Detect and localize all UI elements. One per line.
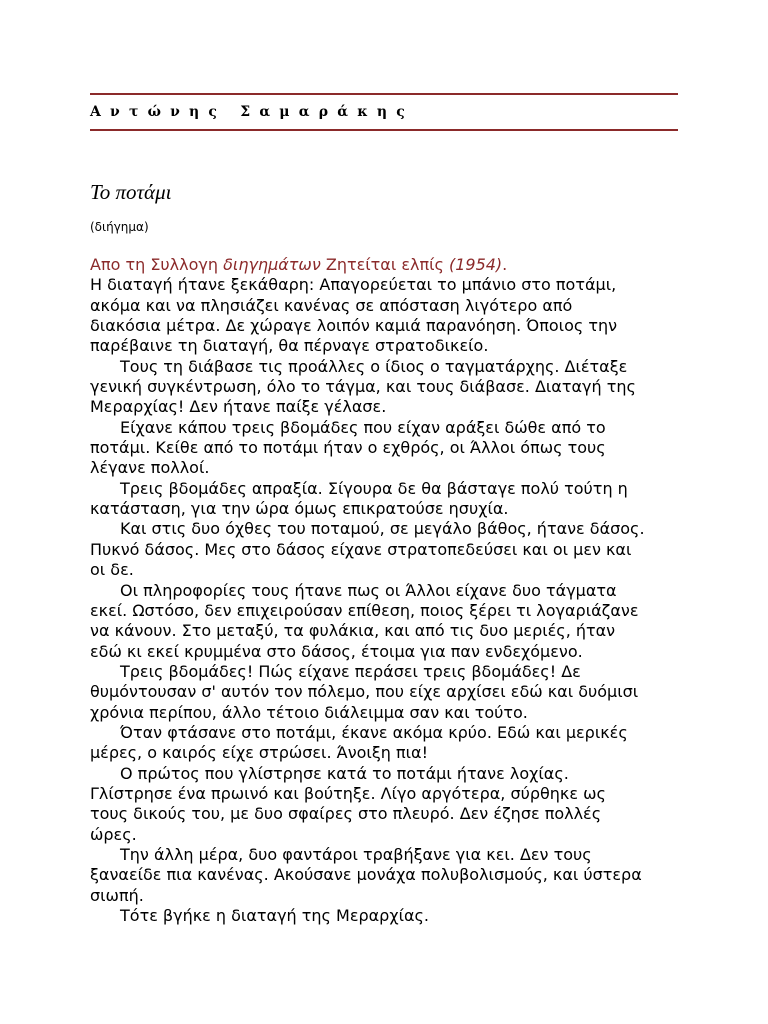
text-line: τους δικούς του, με δυο σφαίρες στο πλευρό. Δεν έζησε πολλές: [90, 804, 602, 824]
text-line: χρόνια περίπου, άλλο τέτοιο διάλειμμα σαν και τούτο.: [90, 702, 528, 722]
text-line: Τότε βγήκε η διαταγή της Μεραρχίας.: [120, 906, 430, 925]
text-line: εκεί. Ωστόσο, δεν επιχειρούσαν επίθεση, ποιος ξέρει τι λογαριάζανε: [90, 600, 639, 620]
story-genre: (διήγημα): [90, 220, 149, 234]
header-rule-bottom: [90, 129, 678, 131]
text-line: Η διαταγή ήτανε ξεκάθαρη: Απαγορεύεται το μπάνιο στο ποτάμι,: [90, 275, 617, 295]
source-italic-collection: διηγημάτων: [223, 255, 321, 274]
text-line: ποτάμι. Κείθε από το ποτάμι ήταν ο εχθρός, οι Άλλοι όπως τους: [90, 438, 606, 458]
text-line: κατάσταση, για την ώρα όμως επικρατούσε ησυχία.: [90, 499, 509, 519]
source-line: [90, 255, 680, 275]
source-italic-year: (1954): [448, 255, 503, 274]
text-line: Την άλλη μέρα, δυο φαντάροι τραβήξανε για κει. Δεν τους: [120, 844, 592, 864]
text-line: οι δε.: [90, 560, 134, 580]
story-lines: [90, 275, 680, 926]
text-line: Τρεις βδομάδες! Πώς είχανε περάσει τρεις βδομάδες! Δε: [120, 661, 581, 681]
text-line: γενική συγκέντρωση, όλο το τάγμα, και τους διάβασε. Διαταγή της: [90, 377, 636, 397]
text-line: Γλίστρησε ένα πρωινό και βούτηξε. Λίγο αργότερα, σύρθηκε ως: [90, 783, 606, 803]
text-line: Τους τη διάβασε τις προάλλες ο ίδιος ο ταγματάρχης. Διέταξε: [120, 356, 628, 376]
source-prefix: Απο τη Συλλογη: [90, 255, 224, 274]
text-line: Πυκνό δάσος. Μες στο δάσος είχανε στρατοπεδεύσει και οι μεν και: [90, 539, 632, 559]
text-line: λέγανε πολλοί.: [90, 458, 210, 478]
source-suffix: .: [502, 255, 508, 274]
text-line: ξαναείδε πια κανένας. Ακούσανε μονάχα πολυβολισμούς, και ύστερα: [90, 865, 642, 885]
text-line: Και στις δυο όχθες του ποταμού, σε μεγάλο βάθος, ήτανε δάσος.: [120, 519, 645, 539]
source-middle: Ζητείται ελπίς: [320, 255, 449, 274]
text-line: παρέβαινε τη διαταγή, θα πέρναγε στρατοδικείο.: [90, 336, 489, 356]
text-line: Είχανε κάπου τρεις βδομάδες που είχαν αράξει δώθε από το: [120, 417, 606, 437]
text-line: διακόσια μέτρα. Δε χώραγε λοιπόν καμιά παρανόηση. Όποιος την: [90, 316, 618, 336]
text-line: σιωπή.: [90, 885, 144, 905]
story-body: [90, 255, 680, 926]
text-line: Οι πληροφορίες τους ήτανε πως οι Άλλοι είχανε δυο τάγματα: [120, 580, 617, 600]
text-line: μέρες, ο καιρός είχε στρώσει. Άνοιξη πια!: [90, 743, 428, 763]
story-title: Το ποτάμι: [90, 180, 172, 204]
text-line: ακόμα και να πλησιάζει κανένας σε απόσταση λιγότερο από: [90, 295, 573, 315]
text-line: να κάνουν. Στο μεταξύ, τα φυλάκια, και από τις δυο μεριές, ήταν: [90, 621, 616, 641]
text-line: Ο πρώτος που γλίστρησε κατά το ποτάμι ήτανε λοχίας.: [120, 763, 569, 783]
text-line: Τρεις βδομάδες απραξία. Σίγουρα δε θα βάσταγε πολύ τούτη η: [120, 478, 628, 498]
header-rule-top: [90, 93, 678, 95]
text-line: θυμόντουσαν σ' αυτόν τον πόλεμο, που είχε αρχίσει εδώ και δυόμισι: [90, 682, 639, 702]
text-line: εδώ κι εκεί κρυμμένα στο δάσος, έτοιμα για παν ενδεχόμενο.: [90, 641, 583, 661]
text-line: Μεραρχίας! Δεν ήτανε παίξε γέλασε.: [90, 397, 387, 417]
author-name: Αντώνης Σαμαράκης: [90, 104, 414, 120]
text-line: ώρες.: [90, 824, 137, 844]
text-line: Όταν φτάσανε στο ποτάμι, έκανε ακόμα κρύο. Εδώ και μερικές: [120, 722, 628, 742]
